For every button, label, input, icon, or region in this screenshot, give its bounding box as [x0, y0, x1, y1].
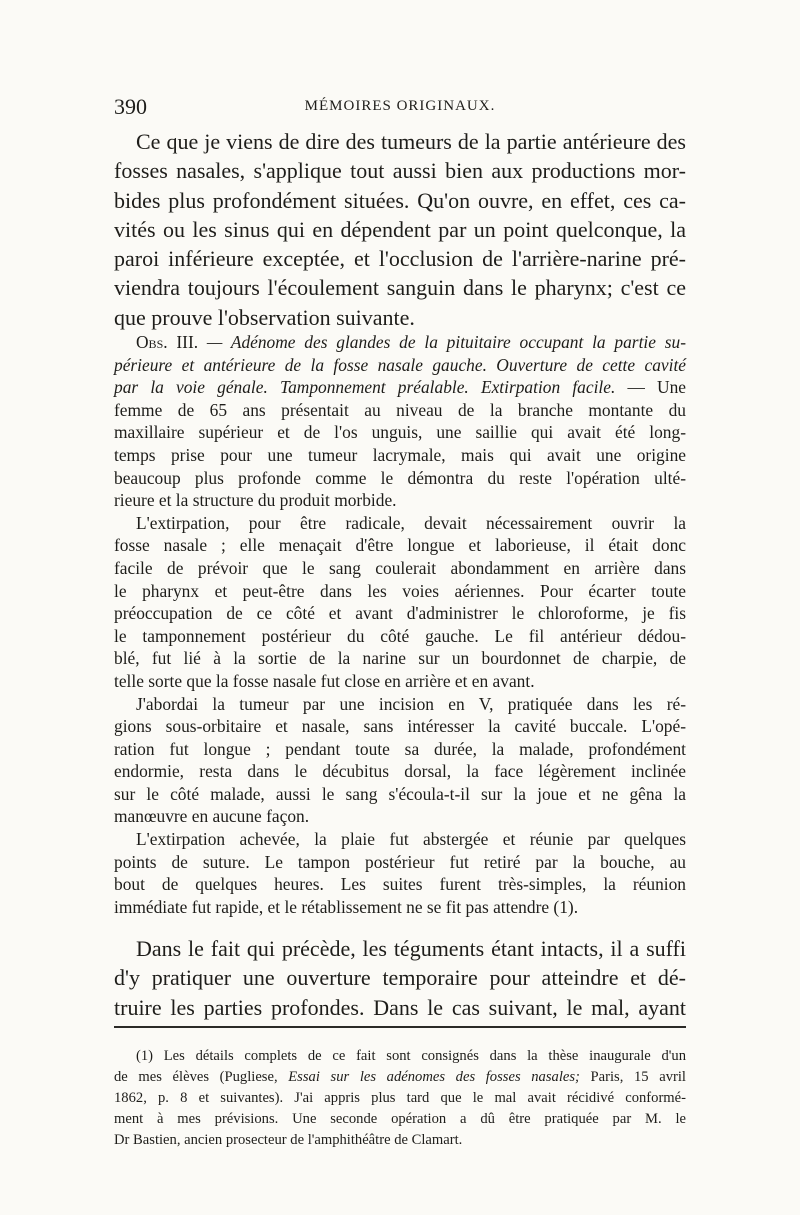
paragraph-conclusion — [114, 934, 686, 1022]
text-line — [114, 331, 686, 354]
observation-title: — Adénome des glandes de la pituitaire occupant la partie su- — [198, 332, 686, 352]
text-line: J'abordai la tumeur par une incision en V, pratiquée dans les ré- — [136, 693, 686, 714]
text-line: L'extirpation, pour être radicale, devait nécessairement ouvrir la — [136, 512, 686, 533]
text-line: truire les parties profondes. Dans le cas suivant, le mal, ayant — [114, 994, 686, 1020]
observation-label: Obs. III. — [136, 332, 199, 352]
text-line: fosses nasales, s'applique tout aussi bien aux productions mor- — [114, 158, 686, 184]
paragraph-intro — [114, 127, 686, 332]
footnote-line: 1862, p. 8 et suivantes). J'ai appris plus tard que le mal avait récidivé conformé- — [114, 1090, 686, 1106]
page-number: 390 — [114, 94, 147, 119]
text-line: temps prise pour une tumeur lacrymale, mais qui avait une origine — [114, 444, 686, 465]
text-line: Dans le fait qui précède, les téguments étant intacts, il a suffi — [136, 936, 686, 961]
text-line: gions sous-orbitaire et nasale, sans intéresser la cavité buccale. L'opé- — [114, 716, 686, 737]
text-line: beaucoup plus profonde comme le démontra du reste l'opération ulté- — [114, 467, 686, 488]
text-line: points de suture. Le tampon postérieur fut retiré par la bouche, au — [114, 851, 686, 872]
text-line: bout de quelques heures. Les suites furent très-simples, la réunion — [114, 874, 686, 895]
text-line: maxillaire supérieur et de l'os unguis, une saillie qui avait été long- — [114, 422, 686, 443]
footnote-line: ment à mes prévisions. Une seconde opération a dû être pratiquée par M. le — [114, 1111, 686, 1127]
page-header — [114, 94, 686, 124]
text-line: Ce que je viens de dire des tumeurs de la partie antérieure des — [136, 129, 686, 154]
footnote — [114, 1046, 686, 1151]
text-line: viendra toujours l'écoulement sanguin dans le pharynx; c'est ce — [114, 275, 686, 301]
text-line: bides plus profondément situées. Qu'on ouvre, en effet, ces ca- — [114, 187, 686, 213]
text-line: blé, fut lié à la sortie de la narine sur un bourdonnet de charpie, de — [114, 648, 686, 669]
footnote-divider — [114, 1026, 686, 1028]
footnote-line: (1) Les détails complets de ce fait sont consignés dans la thèse inaugurale d'un — [136, 1048, 686, 1064]
text-line: fosse nasale ; elle menaçait d'être longue et laborieuse, il était donc — [114, 535, 686, 556]
text-line: rieure et la structure du produit morbide. — [114, 490, 397, 511]
text-line: telle sorte que la fosse nasale fut close en arrière et en avant. — [114, 670, 535, 691]
text-line: femme de 65 ans présentait au niveau de la branche montante du — [114, 399, 686, 420]
text-line: immédiate fut rapide, et le rétablissement ne se fit pas attendre (1). — [114, 896, 579, 917]
observation-block — [114, 331, 686, 918]
text-line: sur le côté malade, aussi le sang s'écoula-t-il sur la joue et ne gêna la — [114, 783, 686, 804]
text-line: facile de prévoir que le sang coulerait abondamment en arrière dans — [114, 557, 686, 578]
footnote-line: de mes élèves (Pugliese, Essai sur les adénomes des fosses nasales; Paris, 15 avril — [114, 1069, 686, 1085]
text-line: le pharynx et peut-être dans les voies aériennes. Pour écarter toute — [114, 580, 686, 601]
text-line: d'y pratiquer une ouverture temporaire pour atteindre et dé- — [114, 965, 686, 991]
text-line: manœuvre en aucune façon. — [114, 806, 310, 827]
text-line: paroi inférieure exceptée, et l'occlusion de l'arrière-narine pré- — [114, 246, 686, 272]
text-line: ration fut longue ; pendant toute sa durée, la malade, profondément — [114, 738, 686, 759]
footnote-book-title: Essai sur les adénomes des fosses nasales; — [288, 1069, 580, 1085]
text-line: par la voie génale. Tamponnement préalable. Extirpation facile. — Une — [114, 377, 686, 398]
running-head: MÉMOIRES ORIGINAUX. — [304, 98, 496, 114]
text-line: vités ou les sinus qui en dépendent par un point quelconque, la — [114, 216, 686, 242]
text-line: le tamponnement postérieur du côté gauche. Le fil antérieur dédou- — [114, 625, 686, 646]
observation-title: périeure et antérieure de la fosse nasale gauche. Ouverture de cette cavité — [114, 354, 686, 375]
footnote-line: Dr Bastien, ancien prosecteur de l'amphithéâtre de Clamart. — [114, 1132, 463, 1148]
text-line: endormie, resta dans le décubitus dorsal, la face légèrement inclinée — [114, 761, 686, 782]
text-line: préoccupation de ce côté et avant d'administrer le chloroforme, je fis — [114, 603, 686, 624]
text-line: que prouve l'observation suivante. — [114, 304, 415, 330]
text-line: L'extirpation achevée, la plaie fut abstergée et réunie par quelques — [136, 829, 686, 850]
